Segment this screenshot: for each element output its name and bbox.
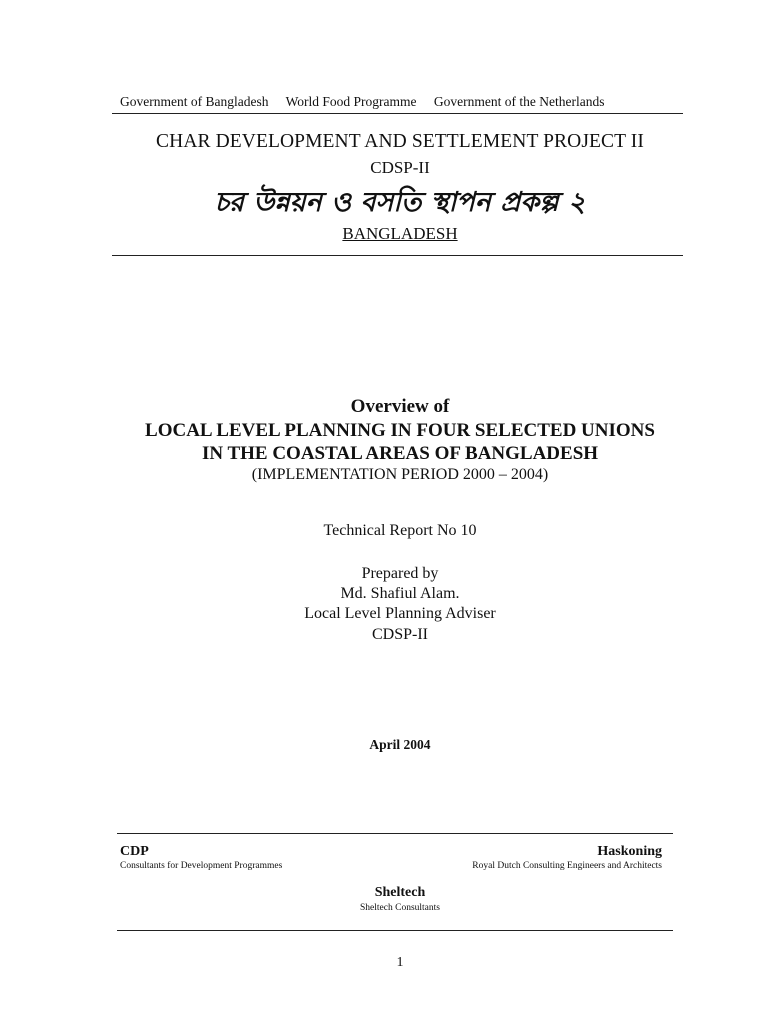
overview-title-line2: IN THE COASTAL AREAS OF BANGLADESH [201,443,599,464]
footer-bottom-rule [117,930,673,931]
consultant-sheltech-description: Sheltech Consultants [360,903,440,913]
funder-bangladesh: Government of Bangladesh [120,94,269,109]
funders-line [120,94,618,110]
consultant-haskoning-name: Haskoning [597,844,662,859]
consultant-cdp-description: Consultants for Development Programmes [120,861,283,871]
overview-title-line1: LOCAL LEVEL PLANNING IN FOUR SELECTED UNIONS [145,420,655,441]
report-date: April 2004 [369,737,431,752]
project-title: CHAR DEVELOPMENT AND SETTLEMENT PROJECT II [156,131,644,152]
footer-top-rule [117,833,673,834]
consultant-haskoning-description: Royal Dutch Consulting Engineers and Architects [472,861,662,871]
consultant-cdp-name: CDP [120,844,149,859]
funder-netherlands: Government of the Netherlands [433,94,605,109]
implementation-period: (IMPLEMENTATION PERIOD 2000 – 2004) [251,466,549,483]
funder-wfp: World Food Programme [285,94,417,109]
page-number: 1 [396,955,404,970]
project-country: BANGLADESH [342,224,458,243]
prepared-by-label: Prepared by [361,565,439,582]
consultant-sheltech-name: Sheltech [374,885,426,900]
report-number: Technical Report No 10 [323,522,477,539]
project-abbreviation: CDSP-II [370,158,430,177]
header-rule [112,113,683,114]
author-organization: CDSP-II [371,626,428,643]
author-name: Md. Shafiul Alam. [340,585,460,602]
overview-heading: Overview of [350,396,450,417]
project-title-bengali: চর উন্নয়ন ও বসতি স্থাপন প্রকল্প ২ [214,187,586,218]
title-rule [112,255,683,256]
author-role: Local Level Planning Adviser [304,605,496,622]
